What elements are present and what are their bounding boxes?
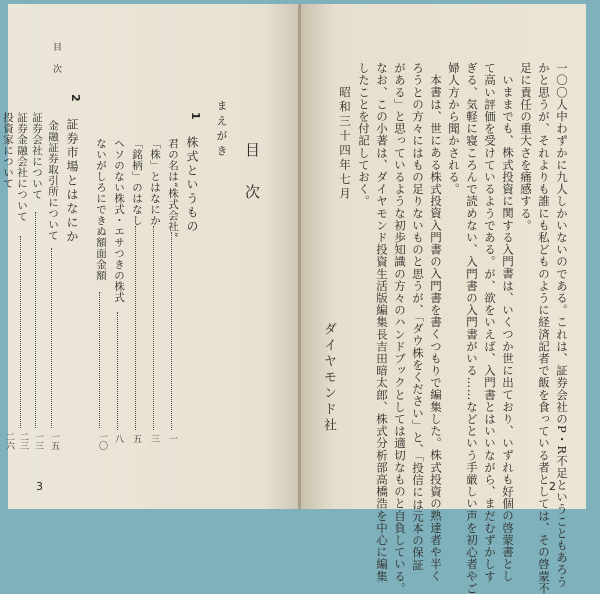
toc-entry: 「銘柄」のはなし <box>131 138 143 226</box>
date-line: 昭和三十四年七月 <box>338 86 352 202</box>
chapter-2-number: 2 <box>69 94 82 102</box>
body-line: がある」と思っているような初歩知識の方々のハンドブックとしては適切なものと自負している。 <box>393 62 407 594</box>
leader-dots <box>153 226 154 430</box>
leader-dots <box>35 212 36 428</box>
toc-page-number: 二三 <box>18 432 28 450</box>
body-line: 婦人方から聞かされる。 <box>447 62 461 196</box>
chapter-2-title: 証券市場とはなにか <box>65 118 79 244</box>
toc-page-number: 二六 <box>4 432 14 450</box>
toc-title: 目 次 <box>243 142 261 205</box>
toc-page-number: 一三 <box>33 432 43 450</box>
chapter-1-title: 株式というもの <box>185 136 199 234</box>
body-line: ろうとの方々にはもの足りないものと思うが、「ダウ株をください」と、「投信には元本の保証 <box>411 62 425 571</box>
chapter-1-number: 1 <box>189 112 202 120</box>
publisher-name: ダイヤモンド社 <box>321 322 336 434</box>
page-number-left: 3 <box>36 480 43 493</box>
toc-page-number: 一〇 <box>97 432 107 450</box>
body-line: 本書は、世にある株式投資入門書の入門書を書くつもりで編集した。株式投資の熟達者や半く <box>429 74 443 583</box>
toc-page-number: 三 <box>149 434 159 443</box>
toc-entry: 証券会社について <box>31 112 43 200</box>
body-line: ぎる、気軽に寝ころんで読めない、入門書の入門書がいる……などという手厳しい声を初心者やご <box>465 62 479 594</box>
toc-page-number: 八 <box>113 434 123 443</box>
body-line: いままでも、株式投資に関する入門書は、いくつか世に出ており、いずれも好個の啓蒙書とし <box>501 74 515 583</box>
page-number-right: 2 <box>549 480 556 493</box>
toc-entry: 金融証券取引所について <box>47 120 59 241</box>
toc-page-number: 一五 <box>49 432 59 450</box>
left-page <box>2 4 299 509</box>
running-header: 目 次 <box>51 42 61 75</box>
body-line: 一〇〇人中わずかに九人しかいないのである。これは、証券会社のP・R不足ということもあろう <box>555 62 569 588</box>
toc-entry: 「株」とはなにか <box>149 138 161 226</box>
right-page <box>301 4 586 594</box>
toc-entry: 証券金融会社について <box>16 112 28 222</box>
body-line: なお、この小著は、ダイヤモンド投資生活版編集長吉田暗太郎、株式分析部高橋浩を中心に編集 <box>375 62 389 583</box>
toc-entry: 君の名は“株式会社” <box>167 138 179 238</box>
toc-entry: ないがしろにできぬ額面金額 <box>95 138 107 281</box>
body-line: 足に責任の重大さを痛感する。 <box>519 62 533 232</box>
toc-page-number: 一 <box>167 434 177 443</box>
body-line: したことを付記しておく。 <box>357 62 371 208</box>
leader-dots <box>135 226 136 430</box>
book-spread <box>2 4 586 594</box>
leader-dots <box>99 292 100 428</box>
leader-dots <box>171 232 172 430</box>
toc-preface: まえがき <box>215 100 228 160</box>
body-line: て高い評価を受けているようである。が、欲をいえば、入門書とはいいながら、まだむずかしす <box>483 62 497 583</box>
body-line: かと思うが、それよりも誰にも私どものように経済記者で飯を食っている者としては、その啓蒙不 <box>537 62 551 594</box>
leader-dots <box>20 236 21 428</box>
leader-dots <box>117 312 118 430</box>
toc-page-number: 五 <box>131 434 141 443</box>
toc-entry: ヘソのない株式・エサつきの株式 <box>113 138 125 303</box>
toc-entry: 投資家について <box>2 112 14 189</box>
leader-dots <box>51 248 52 428</box>
